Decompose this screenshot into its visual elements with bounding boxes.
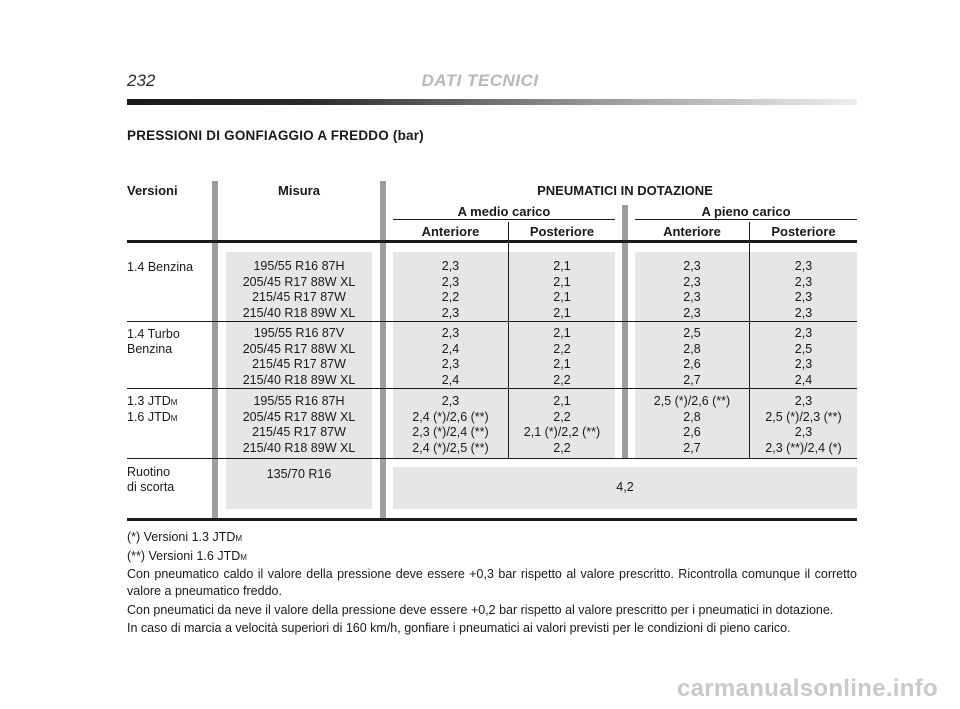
pressure-value: 2,3 <box>794 274 813 289</box>
table-bottom-rule <box>127 518 857 521</box>
pressure-value: 2,3 <box>441 326 460 340</box>
version-text: 1.3 JTD <box>127 394 171 408</box>
version-label <box>127 260 193 275</box>
pressure-value: 2,3 <box>683 290 701 304</box>
note-paragraph: Con pneumatico caldo il valore della pressione deve essere +0,3 bar rispetto al valore prescritto. Ricontrolla comunque il corretto valore a pneumatico freddo. <box>127 567 857 598</box>
size-line: 215/45 R17 87W <box>252 290 346 304</box>
pressure-value: 2,8 <box>683 341 701 356</box>
rule-pieno-group <box>635 219 857 220</box>
version-line: 1.4 Turbo <box>127 327 180 341</box>
size-line: 205/45 R17 88W XL <box>242 341 356 356</box>
pressure-value: 2,3 <box>794 305 813 320</box>
size-line: 215/40 R18 89W XL <box>242 372 356 387</box>
size-line: 195/55 R16 87V <box>253 326 345 340</box>
pressure-value: 2,1 <box>553 274 571 289</box>
version-line: Benzina <box>127 342 173 356</box>
col-divider-versioni <box>212 181 218 521</box>
header-pieno-posteriore: Posteriore <box>771 224 836 239</box>
pressure-cell <box>750 394 857 456</box>
pressure-cell <box>750 326 857 388</box>
pressure-cell <box>635 394 749 456</box>
pressure-value: 2,1 <box>553 259 571 273</box>
pressure-value: 2,2 <box>553 440 571 455</box>
pressure-value: 2,3 <box>683 274 701 289</box>
version-line: 1.4 Benzina <box>127 260 194 274</box>
size-line: 205/45 R17 88W XL <box>242 409 356 424</box>
version-suffix: M <box>170 398 178 407</box>
footnote-1 <box>127 529 857 547</box>
pressure-value: 2,3 <box>683 305 701 320</box>
spare-size: 135/70 R16 <box>266 467 332 481</box>
header-versioni: Versioni <box>127 183 178 198</box>
pressure-value: 2,3 <box>794 357 813 371</box>
spare-pressure: 4,2 <box>616 480 634 494</box>
pressure-value: 2,8 <box>683 409 701 424</box>
version-label <box>127 327 180 357</box>
pressure-cell <box>393 326 508 388</box>
pressure-value: 2,2 <box>441 290 460 304</box>
pressure-value: 2,4 (*)/2,6 (**) <box>412 409 489 424</box>
row-rule-2 <box>127 388 857 389</box>
header-pieno-anteriore: Anteriore <box>663 224 721 239</box>
pressure-value: 2,3 <box>441 305 460 320</box>
pressure-cell <box>509 394 615 456</box>
version-line <box>127 410 177 426</box>
pressure-value: 2,3 <box>794 259 813 273</box>
pressure-value: 2,3 <box>441 274 460 289</box>
version-line: di scorta <box>127 480 175 494</box>
pressure-value: 2,1 <box>553 290 571 304</box>
pressure-cell <box>750 259 857 321</box>
pressure-value: 2,6 <box>683 425 701 439</box>
pressure-value: 2,2 <box>553 409 571 424</box>
pressure-value: 2,1 <box>553 357 571 371</box>
size-cell <box>226 394 372 456</box>
note-paragraph: Con pneumatici da neve il valore della pressione deve essere +0,2 bar rispetto al valore prescritto per i pneumatici in dotazione. <box>127 603 834 617</box>
pressure-cell <box>393 394 508 456</box>
version-line: Ruotino <box>127 465 171 479</box>
size-line: 215/45 R17 87W <box>252 425 346 439</box>
version-suffix: M <box>170 414 178 423</box>
pressure-value: 2,4 <box>441 341 460 356</box>
size-cell <box>226 259 372 321</box>
pressure-value: 2,5 (*)/2,3 (**) <box>765 409 842 424</box>
header-rule <box>127 99 857 105</box>
header-misura: Misura <box>278 183 320 198</box>
row-rule-3 <box>127 458 857 459</box>
pressure-value: 2,5 <box>794 341 813 356</box>
pressure-value: 2,5 (*)/2,6 (**) <box>653 394 731 408</box>
pressure-value: 2,3 <box>794 326 813 340</box>
pressure-cell <box>393 259 508 321</box>
pressure-value: 2,1 (*)/2,2 (**) <box>523 425 601 439</box>
version-label <box>127 465 174 495</box>
header-pneumatici: PNEUMATICI IN DOTAZIONE <box>537 183 713 198</box>
version-text: 1.6 JTD <box>127 410 171 424</box>
pressure-value: 2,1 <box>553 326 571 340</box>
pressure-value: 2,3 <box>441 394 460 408</box>
note-paragraph: In caso di marcia a velocità superiori di 160 km/h, gonfiare i pneumatici ai valori previsti per le condizioni di pieno carico. <box>127 621 791 635</box>
header-medio-posteriore: Posteriore <box>529 224 595 239</box>
size-line: 195/55 R16 87H <box>253 259 345 273</box>
version-line <box>127 394 177 410</box>
pressure-cell <box>635 259 749 321</box>
pressure-value: 2,5 <box>683 326 701 340</box>
header-medio-carico: A medio carico <box>457 204 551 219</box>
pressure-cell <box>509 259 615 321</box>
header-bottom-rule <box>127 240 857 243</box>
pressure-value: 2,7 <box>683 440 701 455</box>
header-medio-anteriore: Anteriore <box>421 224 480 239</box>
row-rule-1 <box>127 321 857 322</box>
pressure-value: 2,1 <box>553 305 571 320</box>
pressure-value: 2,3 (*)/2,4 (**) <box>412 425 489 439</box>
footnote-suffix: M <box>240 553 247 562</box>
pressure-value: 2,2 <box>553 341 571 356</box>
header-pieno-carico: A pieno carico <box>701 204 791 219</box>
footnote-2 <box>127 548 857 566</box>
pressure-value: 2,3 <box>794 425 813 439</box>
footnote-text: (**) Versioni 1.6 JTD <box>127 549 241 563</box>
section-title: PRESSIONI DI GONFIAGGIO A FREDDO (bar) <box>127 128 424 143</box>
pressure-value: 2,4 <box>441 372 460 387</box>
size-line: 215/40 R18 89W XL <box>242 440 356 455</box>
watermark: carmanualsonline.info <box>676 675 938 702</box>
size-line: 215/40 R18 89W XL <box>242 305 356 320</box>
footnote-suffix: M <box>235 534 243 543</box>
pressure-value: 2,6 <box>683 357 701 371</box>
rule-medio-group <box>393 219 615 220</box>
pressure-value: 2,3 <box>441 259 460 273</box>
pressure-value: 2,3 <box>683 259 701 273</box>
size-line: 205/45 R17 88W XL <box>242 274 356 289</box>
pressure-cell <box>509 326 615 388</box>
pressure-value: 2,1 <box>553 394 571 408</box>
pressure-value: 2,3 (**)/2,4 (*) <box>765 440 842 455</box>
size-line: 215/45 R17 87W <box>252 357 346 371</box>
pressure-value: 2,4 (*)/2,5 (**) <box>412 440 489 455</box>
pressure-value: 2,2 <box>553 372 571 387</box>
page-number: 232 <box>127 71 156 90</box>
pressure-cell <box>635 326 749 388</box>
footnote-text: (*) Versioni 1.3 JTD <box>127 530 236 544</box>
pressure-value: 2,7 <box>683 372 701 387</box>
col-divider-misura <box>380 181 386 521</box>
size-cell <box>226 326 372 388</box>
pressure-value: 2,3 <box>794 290 813 304</box>
pressure-value: 2,4 <box>794 372 813 387</box>
version-label <box>127 394 177 426</box>
pressure-value: 2,3 <box>441 357 460 371</box>
size-line: 195/55 R16 87H <box>253 394 345 408</box>
pressure-value: 2,3 <box>794 394 813 408</box>
running-header: DATI TECNICI <box>421 71 539 90</box>
